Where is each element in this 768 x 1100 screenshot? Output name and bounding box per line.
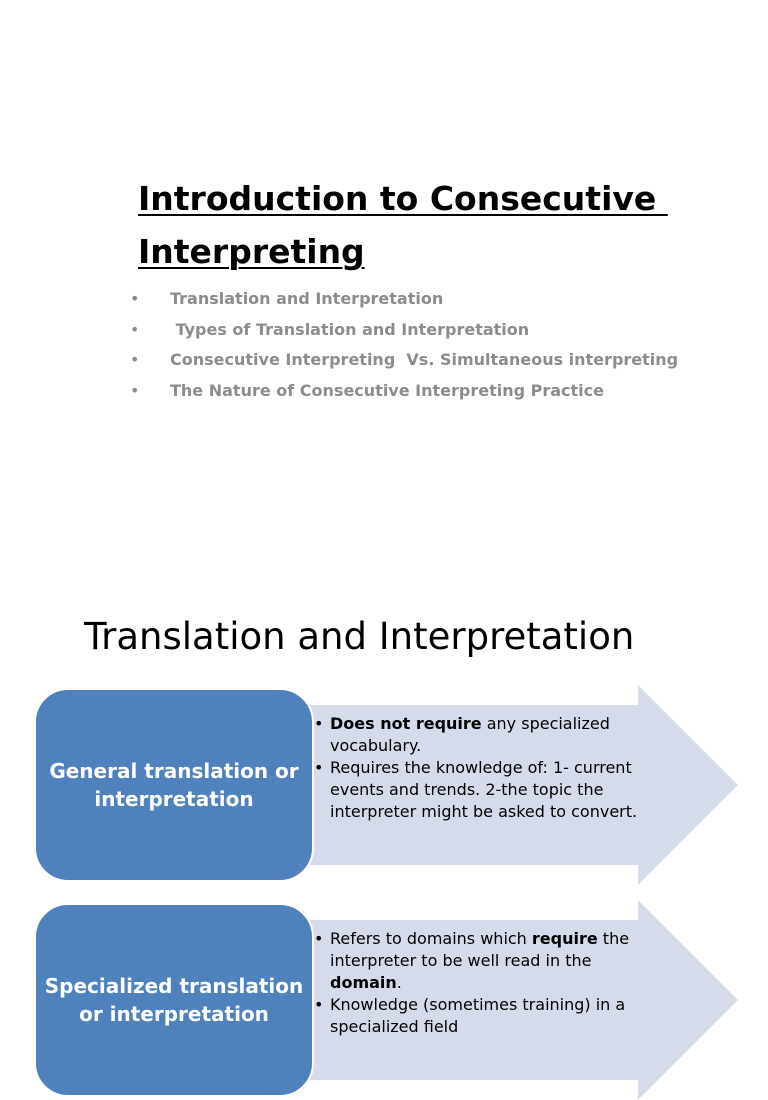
- bullet-icon: •: [130, 350, 140, 370]
- category-details-specialized: [314, 928, 654, 1038]
- bullet-icon: •: [130, 319, 140, 339]
- list-item: [130, 318, 678, 349]
- detail-text: Knowledge (sometimes training) in a specialized field: [330, 995, 626, 1036]
- slide-1-title: [138, 172, 668, 278]
- list-item-label: Translation and Interpretation: [170, 289, 444, 308]
- bullet-icon: •: [130, 380, 140, 400]
- category-details-general: [314, 713, 654, 823]
- list-item: [130, 348, 678, 379]
- list-item-label: Types of Translation and Interpretation: [170, 319, 530, 339]
- detail-item: [314, 928, 654, 994]
- list-item: [130, 379, 678, 410]
- detail-text: the interpreter to be well read in the: [330, 929, 630, 970]
- detail-item: [314, 757, 654, 823]
- detail-item: [314, 713, 654, 757]
- detail-text: any specialized vocabulary.: [330, 714, 610, 755]
- list-item-label: Consecutive Interpreting Vs. Simultaneous interpreting: [170, 350, 679, 370]
- detail-text: Requires the knowledge of: 1- current events and trends. 2-the topic the interpreter might be asked to convert.: [330, 758, 638, 821]
- slide-2-title: Translation and Interpretation: [84, 615, 635, 658]
- title-line-1: Introduction to Consecutive: [138, 179, 668, 218]
- diagram-row-general: [0, 685, 768, 885]
- list-item: [130, 287, 678, 318]
- detail-text: .: [396, 973, 402, 992]
- list-item-label: The Nature of Consecutive Interpreting Practice: [170, 380, 604, 400]
- category-box-specialized: Specialized translation or interpretation: [34, 903, 314, 1097]
- detail-bold: require: [531, 929, 598, 948]
- diagram-row-specialized: [0, 900, 768, 1100]
- detail-text: Refers to domains which: [330, 929, 532, 948]
- slide-2: [0, 560, 768, 1036]
- title-line-2: Interpreting: [138, 232, 365, 271]
- category-box-general: General translation or interpretation: [34, 688, 314, 882]
- bullet-icon: •: [130, 289, 140, 308]
- agenda-list: [130, 287, 678, 409]
- detail-item: [314, 994, 654, 1038]
- detail-bold: domain: [330, 973, 397, 992]
- detail-bold: Does not require: [330, 714, 482, 733]
